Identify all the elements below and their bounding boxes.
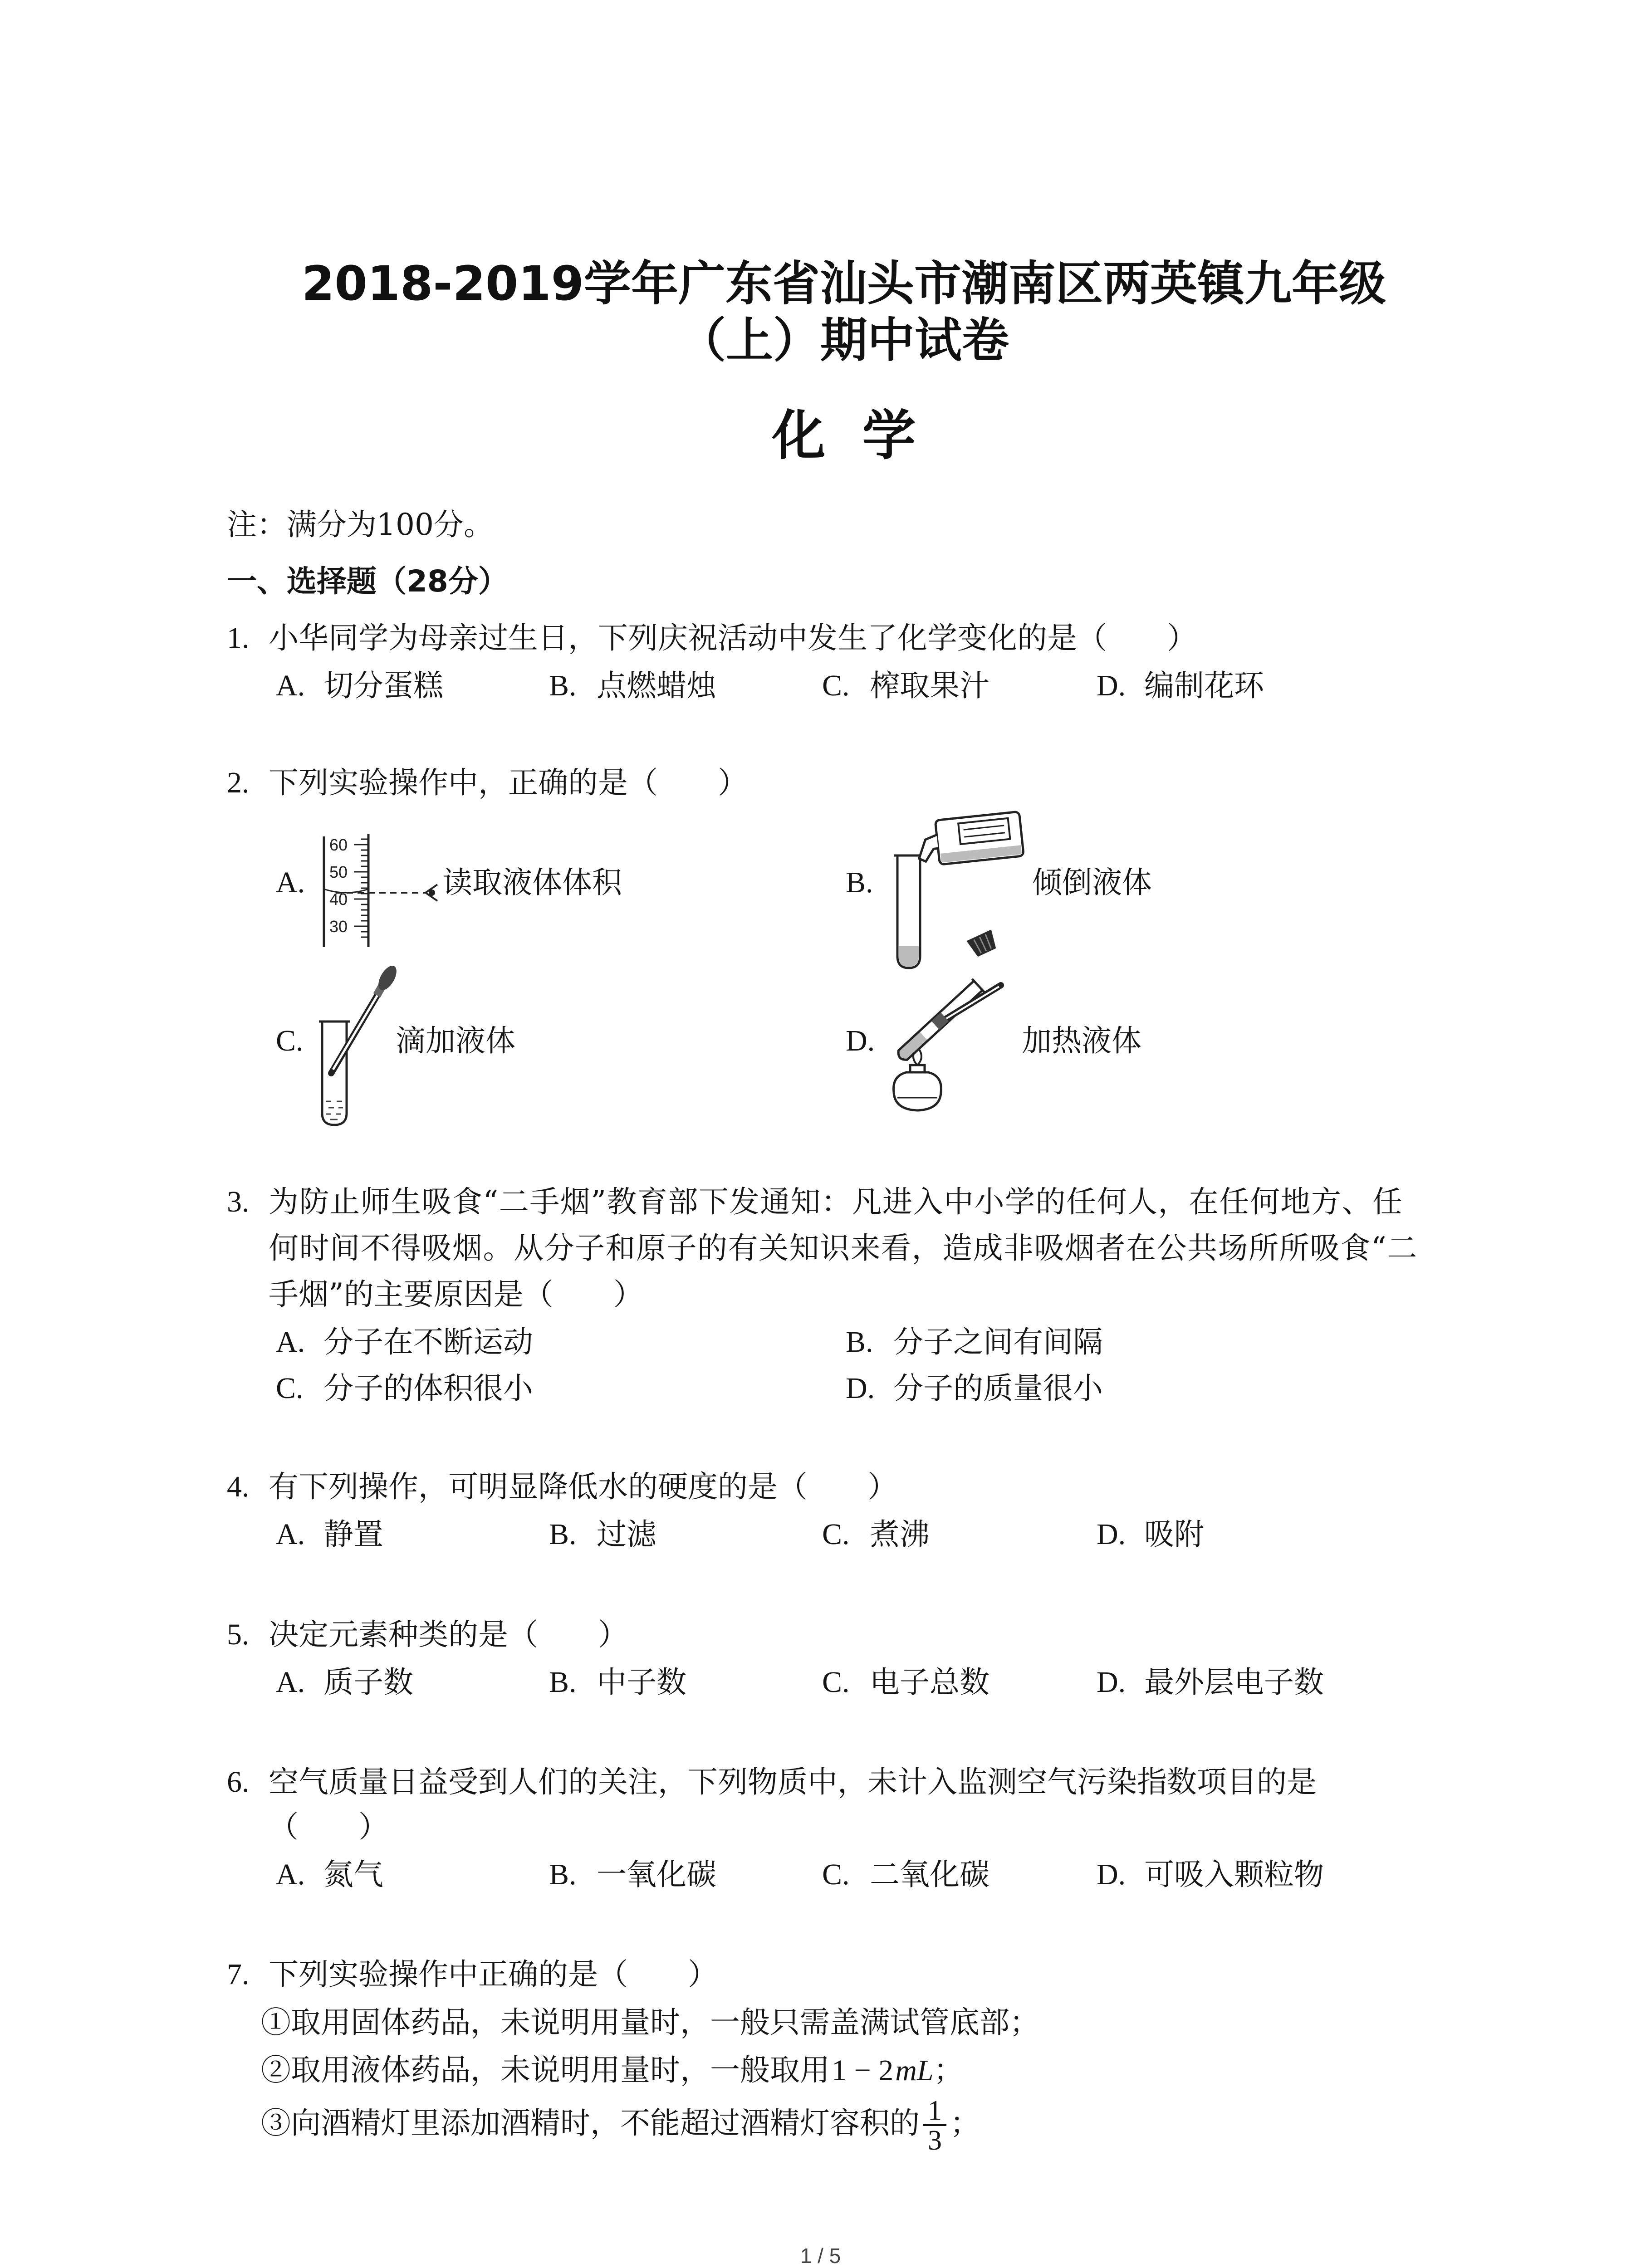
option-label: C.: [822, 1518, 850, 1551]
question-number: 3.: [227, 1185, 250, 1218]
option-label: B.: [549, 1518, 577, 1551]
option-label: B.: [549, 1666, 577, 1699]
test-tube-rim: [972, 979, 985, 992]
question-number: 5.: [227, 1618, 250, 1651]
volume-range: 1 − 2: [832, 2054, 894, 2087]
option-label: B.: [846, 1325, 873, 1359]
fraction: [923, 2095, 946, 2156]
statement-suffix: ；: [933, 2053, 964, 2087]
option-label: A.: [276, 1858, 305, 1891]
option-text: 最外层电子数: [1144, 1665, 1324, 1700]
question-stem: （ ）: [269, 1809, 388, 1844]
pouring-liquid-figure: [892, 812, 1028, 971]
option-text: 点燃蜡烛: [597, 668, 716, 703]
graduated-cylinder-figure: [318, 834, 445, 948]
option-text: 氮气: [323, 1857, 383, 1892]
option-label: A.: [276, 1666, 305, 1699]
option-label: D.: [1097, 669, 1126, 702]
statement-2: [261, 2055, 964, 2086]
statement-text: ③向酒精灯里添加酒精时，不能超过酒精灯容积的: [261, 2106, 920, 2141]
alcohol-lamp: [894, 1065, 941, 1110]
bottle-neck: [917, 835, 940, 862]
option-text: 二氧化碳: [870, 1857, 989, 1892]
page-indicator: 1 / 5: [800, 2244, 841, 2268]
option-text: 加热液体: [1022, 1023, 1141, 1058]
question-stem: 下列实验操作中，正确的是（ ）: [269, 765, 748, 800]
question-number: 4.: [227, 1470, 250, 1503]
tube-liquid: [899, 946, 919, 967]
bottle-label: [958, 818, 1010, 844]
test-tube-holder: [931, 985, 1001, 1030]
tube-liquid: [326, 1101, 343, 1119]
option-label: C.: [276, 1024, 304, 1057]
scale-label: 50: [329, 863, 348, 881]
option-label: D.: [1097, 1518, 1126, 1551]
option-text: 中子数: [597, 1665, 686, 1700]
question-number: 1.: [227, 621, 250, 655]
question-number: 2.: [227, 766, 250, 799]
option-label: C.: [822, 1666, 850, 1699]
statement-suffix: ；: [950, 2106, 980, 2141]
question-stem: 手烟”的主要原因是（ ）: [269, 1277, 643, 1312]
dropping-liquid-figure: [318, 965, 404, 1129]
reagent-bottle: [915, 811, 1024, 867]
lamp-body: [894, 1072, 941, 1110]
statement-text: ②取用液体药品，未说明用量时，一般取用: [261, 2053, 830, 2087]
option-text: 分子在不断运动: [323, 1325, 533, 1359]
option-text: 质子数: [323, 1665, 413, 1700]
question-stem: 小华同学为母亲过生日，下列庆祝活动中发生了化学变化的是（ ）: [269, 621, 1197, 655]
option-label: D.: [846, 1372, 875, 1405]
option-text: 可吸入颗粒物: [1144, 1857, 1324, 1892]
option-label: B.: [846, 866, 873, 899]
dropper-glass-inner: [333, 995, 377, 1070]
eye-icon: [426, 885, 437, 901]
scale-label: 30: [329, 917, 348, 936]
option-label: A.: [276, 1325, 305, 1359]
question-number: 6.: [227, 1765, 250, 1799]
holder-arm-split: [944, 987, 999, 1020]
eye-pupil: [429, 890, 435, 896]
question-stem: 为防止师生吸食“二手烟”教育部下发通知：凡进入中小学的任何人，在任何地方、任: [269, 1184, 1403, 1219]
option-text: 编制花环: [1144, 668, 1264, 703]
heating-liquid-figure: [880, 979, 1007, 1115]
option-text: 煮沸: [870, 1517, 930, 1552]
statement-3: [261, 2095, 980, 2156]
option-text: 切分蛋糕: [323, 668, 443, 703]
option-label: C.: [822, 669, 850, 702]
statement-1: ①取用固体药品，未说明用量时，一般只需盖满试管底部；: [261, 2005, 1039, 2040]
option-label: A.: [276, 669, 305, 702]
question-stem: 何时间不得吸烟。从分子和原子的有关知识来看，造成非吸烟者在公共场所所吸食“二: [269, 1231, 1418, 1266]
option-label: A.: [276, 1518, 305, 1551]
bottle-stopper: [966, 929, 999, 958]
option-text: 分子之间有间隔: [893, 1325, 1103, 1359]
option-text: 过滤: [597, 1517, 656, 1552]
option-text: 榨取果汁: [870, 668, 989, 703]
fraction-denominator: 3: [928, 2125, 942, 2156]
option-text: 倾倒液体: [1032, 865, 1152, 900]
option-label: D.: [1097, 1858, 1126, 1891]
exam-title-line-1: 2018-2019学年广东省汕头市潮南区两英镇九年级: [301, 256, 1386, 311]
question-number: 7.: [227, 1958, 250, 1991]
option-text: 分子的体积很小: [323, 1371, 533, 1406]
cylinder-scale-labels: [329, 836, 348, 936]
section-heading: 一、选择题（28分）: [227, 564, 508, 599]
option-text: 电子总数: [870, 1665, 989, 1700]
question-stem: 决定元素种类的是（ ）: [269, 1617, 628, 1652]
cylinder-scale-ticks: [354, 839, 368, 937]
option-text: 滴加液体: [396, 1023, 515, 1058]
scale-label: 40: [329, 890, 348, 909]
fraction-numerator: 1: [923, 2098, 946, 2126]
question-stem: 下列实验操作中正确的是（ ）: [269, 1957, 718, 1992]
option-label: C.: [276, 1372, 304, 1405]
option-label: A.: [276, 866, 305, 899]
option-label: B.: [549, 1858, 577, 1891]
question-stem: 空气质量日益受到人们的关注，下列物质中，未计入监测空气污染指数项目的是: [269, 1765, 1317, 1799]
option-label: D.: [846, 1024, 875, 1057]
option-label: D.: [1097, 1666, 1126, 1699]
question-stem: 有下列操作，可明显降低水的硬度的是（ ）: [269, 1469, 897, 1504]
dropper: [331, 963, 400, 1073]
option-text: 一氧化碳: [597, 1857, 716, 1892]
option-text: 分子的质量很小: [893, 1371, 1103, 1406]
scale-label: 60: [329, 836, 348, 854]
option-label: C.: [822, 1858, 850, 1891]
option-text: 静置: [323, 1517, 383, 1552]
option-text: 吸附: [1144, 1517, 1204, 1552]
exam-title-line-2: （上）期中试卷: [678, 313, 1009, 368]
subject-title: 化 学: [772, 404, 916, 467]
option-label: B.: [549, 669, 577, 702]
score-note: 注：满分为100分。: [227, 507, 494, 542]
volume-unit: mL: [895, 2054, 934, 2087]
option-text: 读取液体体积: [442, 865, 622, 900]
